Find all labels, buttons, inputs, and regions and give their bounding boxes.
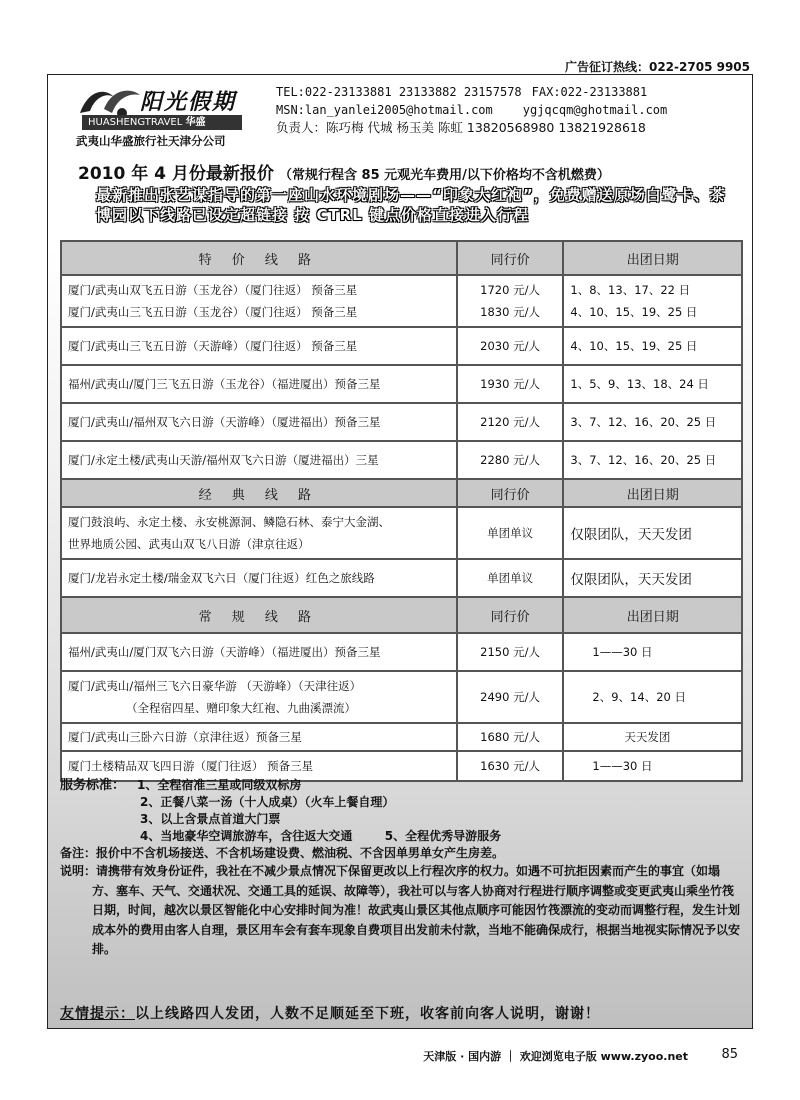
table-row: [61, 559, 742, 597]
route-name: 厦门土楼精品双飞四日游（厦门往返） 预备三星: [61, 751, 457, 781]
notes: [60, 777, 740, 960]
departure-dates: 4、10、15、19、25 日: [570, 305, 698, 319]
departure-dates: 仅限团队，天天发团: [563, 559, 742, 597]
logo-title: 阳光假期: [140, 89, 237, 115]
price-link[interactable]: 1680 元/人: [457, 723, 564, 751]
price-link[interactable]: 2030 元/人: [457, 327, 564, 365]
header-date: 出团日期: [563, 597, 742, 633]
header-route: 特 价 线 路: [61, 241, 457, 275]
ad-hotline: 广告征订热线：022-2705 9905: [564, 60, 750, 74]
table-row: [61, 327, 742, 365]
table-row: [61, 365, 742, 403]
fax: FAX:022-23133881: [531, 85, 648, 99]
table-row: [61, 633, 742, 671]
departure-dates: 3、7、12、16、20、25 日: [563, 441, 742, 479]
header-date: 出团日期: [563, 479, 742, 507]
tip-label: 友情提示：: [60, 1006, 135, 1022]
header-price: 同行价: [457, 479, 564, 507]
route-name: 厦门/武夷山三卧六日游（京津往返）预备三星: [61, 723, 457, 751]
price-link[interactable]: 2280 元/人: [457, 441, 564, 479]
title-main: 2010 年 4 月份最新报价: [78, 164, 274, 184]
friendly-tip: [60, 1003, 600, 1023]
route-name: 厦门/武夷山/福州三飞六日豪华游 （天游峰）（天津往返）: [68, 679, 362, 693]
service-label: 服务标准：: [60, 778, 126, 793]
logo-english: HUASHENGTRAVEL: [88, 117, 183, 128]
price-link[interactable]: 2150 元/人: [457, 633, 564, 671]
price-link[interactable]: 单团单议: [457, 507, 564, 559]
logo-subtitle: 武夷山华盛旅行社天津分公司: [76, 134, 226, 148]
price-link[interactable]: 2490 元/人: [457, 671, 564, 723]
logo-english-bar: [82, 115, 242, 130]
header-route: 经 典 线 路: [61, 479, 457, 507]
departure-dates: 4、10、15、19、25 日: [563, 327, 742, 365]
explanation: 说明：请携带有效身份证件，我社在不减少景点情况下保留更改以上行程次序的权力。如遇不可抗拒因素而产生的事宜（如塌方、塞车、天气、交通状况、交通工具的延误、故障等），我社可以与客人协商对行程进行顺序调整或变更武夷山乘坐竹筏日期，时间，越次以景区智能化中心安排时间为准！故武夷山景区其他点顺序可能因竹筏漂流的变动而调整行程，发生计划成本外的费用由客人自理，景区用车会有套车现象自费项目出发前未付款，当地不能确保成行，根据当地视实际情况予以安排。: [60, 864, 741, 956]
remark: 备注：报价中不含机场接送、不含机场建设费、燃油税、不含因单男单女产生房差。: [60, 846, 505, 860]
service-item: 4、当地豪华空调旅游车，含往返大交通: [140, 829, 353, 843]
table-row: [61, 441, 742, 479]
table-row: [61, 723, 742, 751]
section-header-special: [61, 241, 742, 275]
price-link[interactable]: 1930 元/人: [457, 365, 564, 403]
email[interactable]: ygjqcqm@ghotmail.com: [522, 103, 668, 117]
price-link[interactable]: 1720 元/人: [480, 283, 540, 297]
logo-english-cn: 华盛: [185, 117, 206, 128]
table-row: [61, 403, 742, 441]
departure-dates: 天天发团: [563, 723, 742, 751]
departure-dates: 1——30 日: [563, 751, 742, 781]
section-header-classic: [61, 479, 742, 507]
table-row: [61, 671, 742, 723]
route-detail: （全程宿四星、赠印象大红袍、九曲溪漂流）: [126, 701, 356, 715]
ad-frame: [47, 74, 753, 1029]
route-name: 福州/武夷山/厦门双飞六日游（天游峰）（福进厦出）预备三星: [61, 633, 457, 671]
departure-dates: 仅限团队，天天发团: [563, 507, 742, 559]
departure-dates: 1、8、13、17、22 日: [570, 283, 691, 297]
price-table: [60, 240, 743, 782]
promo-banner: 最新推出张艺谋指导的第一座山水环境剧场——“印象大红袍”，免费赠送原场白鹭卡、茶博园以下线路已设定超链接 按 CTRL 键点价格直接进入行程: [96, 186, 726, 224]
table-row: [61, 275, 742, 327]
departure-dates: 1、5、9、13、18、24 日: [563, 365, 742, 403]
route-name: 厦门/武夷山双飞五日游（玉龙谷）（厦门往返） 预备三星: [68, 283, 358, 297]
header: [48, 75, 752, 153]
contact-info: [276, 83, 667, 137]
route-name: 厦门/武夷山/福州双飞六日游（天游峰）（厦进福出）预备三星: [61, 403, 457, 441]
logo: [54, 81, 268, 147]
footer-text: 天津版 · 国内游 ｜ 欢迎浏览电子版 www.zyoo.net: [423, 1050, 688, 1063]
departure-dates: 3、7、12、16、20、25 日: [563, 403, 742, 441]
header-date: 出团日期: [563, 241, 742, 275]
person-in-charge: 负责人：陈巧梅 代城 杨玉美 陈虹 13820568980 13821928618: [276, 120, 646, 135]
section-header-regular: [61, 597, 742, 633]
header-route: 常 规 线 路: [61, 597, 457, 633]
header-price: 同行价: [457, 241, 564, 275]
tel: TEL:022-23133881 23133882 23157578: [276, 85, 522, 99]
msn[interactable]: MSN:lan_yanlei2005@hotmail.com: [276, 103, 493, 117]
page-number: 85: [721, 1047, 738, 1062]
tip-text: 以上线路四人发团，人数不足顺延至下班，收客前向客人说明，谢谢！: [135, 1006, 600, 1022]
route-name: 厦门/武夷山三飞五日游（天游峰）（厦门往返） 预备三星: [61, 327, 457, 365]
route-name: 世界地质公园、武夷山双飞八日游（津京往返）: [68, 537, 310, 551]
route-name: 厦门/永定土楼/武夷山天游/福州双飞六日游（厦进福出）三星: [61, 441, 457, 479]
route-name: 厦门/武夷山三飞五日游（玉龙谷）（厦门往返） 预备三星: [68, 305, 358, 319]
route-name: 厦门鼓浪屿、永定土楼、永安桃源洞、鳞隐石林、泰宁大金湖、: [68, 515, 390, 529]
service-item: 1、全程宿准三星或同级双标房: [137, 778, 302, 792]
header-price: 同行价: [457, 597, 564, 633]
service-item: 2、正餐八菜一汤（十人成桌）（火车上餐自理）: [140, 795, 395, 809]
route-name: 厦门/龙岩永定土楼/瑞金双飞六日（厦门往返）红色之旅线路: [61, 559, 457, 597]
title-note: （常规行程含 85 元观光车费用/以下价格均不含机燃费）: [279, 168, 610, 183]
departure-dates: 1——30 日: [563, 633, 742, 671]
service-item: 3、以上含景点首道大门票: [140, 812, 281, 826]
route-name: 福州/武夷山/厦门三飞五日游（玉龙谷）（福进厦出）预备三星: [61, 365, 457, 403]
price-link[interactable]: 2120 元/人: [457, 403, 564, 441]
table-row: [61, 507, 742, 559]
price-link[interactable]: 1830 元/人: [480, 305, 540, 319]
service-item: 5、全程优秀导游服务: [384, 829, 502, 843]
price-link[interactable]: 单团单议: [457, 559, 564, 597]
page-title: [78, 159, 610, 184]
departure-dates: 2、9、14、20 日: [563, 671, 742, 723]
price-link[interactable]: 1630 元/人: [457, 751, 564, 781]
